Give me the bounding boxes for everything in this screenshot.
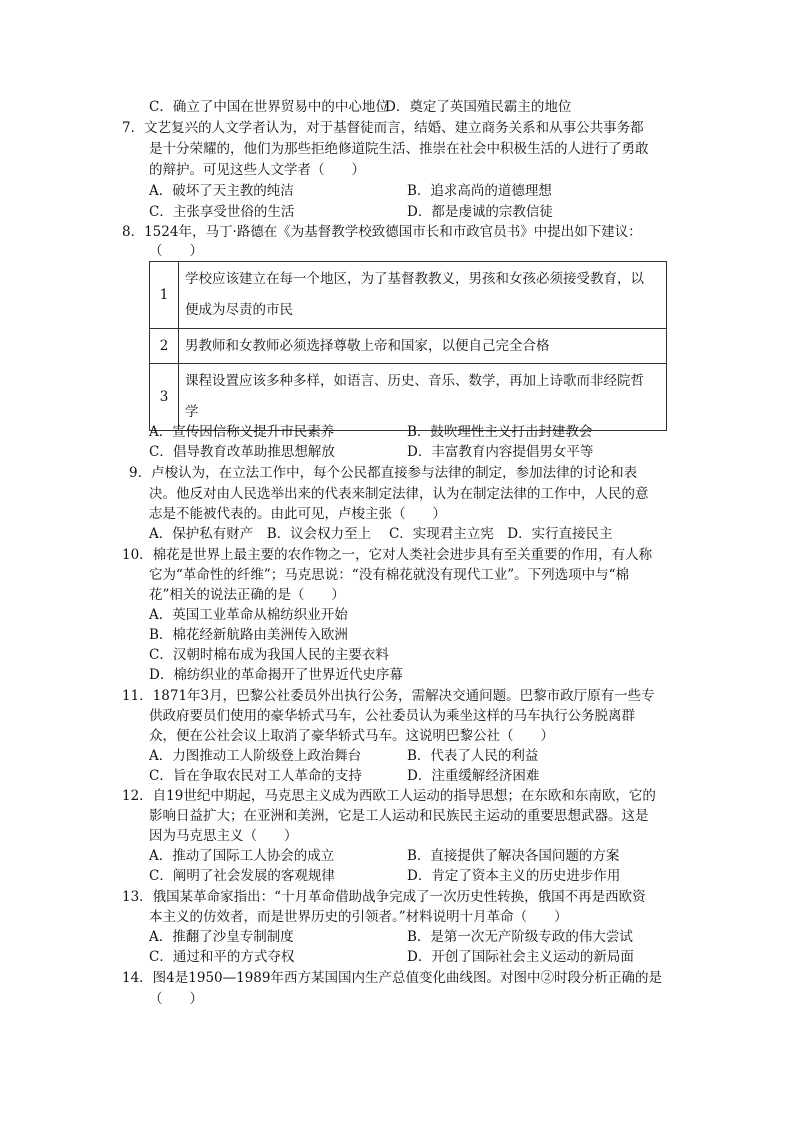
q8-option-c: C．倡导教育改革助推思想解放 xyxy=(149,444,335,460)
q8-row-3-line-1: 课程设置应该多种多样，如语言、历史、音乐、数学，再加上诗歌而非经院哲 xyxy=(185,373,644,389)
q10-stem-line-1: 10．棉花是世界上最主要的农作物之一，它对人类社会进步具有至关重要的作用，有人称 xyxy=(122,547,653,563)
q13-options-row-2 xyxy=(149,947,669,967)
q12-option-c: C．阐明了社会发展的客观规律 xyxy=(149,868,335,884)
q7-option-c: C．主张享受世俗的生活 xyxy=(149,204,295,220)
q11-stem-line-1: 11．1871年3月，巴黎公社委员外出执行公务，需解决交通问题。巴黎市政厅原有一些专 xyxy=(122,688,655,704)
q13-stem-line-1: 13．俄国某革命家指出：“十月革命借助战争完成了一次历史性转换，俄国不再是西欧资 xyxy=(122,889,646,905)
q11-options-row-1 xyxy=(149,746,669,766)
q7-option-b: B．追求高尚的道德理想 xyxy=(407,183,552,199)
q8-stem-line-2: （ ） xyxy=(149,243,203,259)
q8-options-row-1 xyxy=(149,422,669,442)
q8-row-2-number: 2 xyxy=(150,329,179,364)
q8-row-3-text xyxy=(179,364,667,431)
q6-option-c: C．确立了中国在世界贸易中的中心地位 xyxy=(149,99,389,115)
q8-table xyxy=(149,261,667,431)
q11-stem-line-2: 供政府要员们使用的豪华轿式马车，公社委员认为乘坐这样的马车执行公务脱离群 xyxy=(149,708,635,724)
q8-row-2-text xyxy=(179,329,667,364)
q11-option-a: A．力图推动工人阶级登上政治舞台 xyxy=(149,748,362,764)
q10-option-d: D．棉纺织业的革命揭开了世界近代史序幕 xyxy=(149,667,403,683)
q6-option-d: D．奠定了英国殖民霸主的地位 xyxy=(385,99,572,115)
q8-row-3-line-2: 学 xyxy=(185,404,199,420)
q7-option-d: D．都是虔诚的宗教信徒 xyxy=(407,204,553,220)
q8-table-row-2 xyxy=(150,329,667,364)
q13-option-d: D．开创了国际社会主义运动的新局面 xyxy=(407,949,634,965)
q10-option-c: C．汉朝时棉布成为我国人民的主要衣料 xyxy=(149,647,389,663)
q8-table-row-3 xyxy=(150,364,667,431)
q13-option-c: C．通过和平的方式夺权 xyxy=(149,949,295,965)
q12-option-d: D．肯定了资本主义的历史进步作用 xyxy=(407,868,621,884)
q11-option-c: C．旨在争取农民对工人革命的支持 xyxy=(149,768,362,784)
q13-option-b: B．是第一次无产阶级专政的伟大尝试 xyxy=(407,929,633,945)
q8-table-row-1 xyxy=(150,262,667,329)
q9-options: A．保护私有财产 B．议会权力至上 C．实现君主立宪 D．实行直接民主 xyxy=(149,526,613,542)
q8-option-b: B．鼓吹理性主义打击封建教会 xyxy=(407,424,593,440)
q8-row-3-number: 3 xyxy=(150,364,179,431)
q7-options-row-1 xyxy=(149,181,669,201)
q8-row-1-text xyxy=(179,262,667,329)
q7-stem-line-2: 是十分荣耀的，他们为那些拒绝修道院生活、推崇在社会中积极生活的人进行了勇敢 xyxy=(149,141,649,157)
q8-row-2-line-1: 男教师和女教师必须选择尊敬上帝和国家，以便自己完全合格 xyxy=(185,338,550,354)
q11-stem-line-3: 众，便在公社会议上取消了豪华轿式马车。这说明巴黎公社（ ） xyxy=(149,728,554,744)
q6-options-row xyxy=(149,97,669,117)
q13-option-a: A．推翻了沙皇专制制度 xyxy=(149,929,294,945)
q11-option-d: D．注重缓解经济困难 xyxy=(407,768,540,784)
q9-stem-line-2: 决。他反对由人民选举出来的代表来制定法律，认为在制定法律的工作中，人民的意 xyxy=(149,486,649,502)
q12-options-row-2 xyxy=(149,866,669,886)
q12-option-b: B．直接提供了解决各国问题的方案 xyxy=(407,848,620,864)
q7-stem-line-1: 7．文艺复兴的人文学者认为，对于基督徒而言，结婚、建立商务关系和从事公共事务都 xyxy=(122,120,644,136)
q7-options-row-2 xyxy=(149,202,669,222)
q13-options-row-1 xyxy=(149,927,669,947)
q12-stem-line-1: 12．自19世纪中期起，马克思主义成为西欧工人运动的指导思想；在东欧和东南欧，它的 xyxy=(122,788,656,804)
q12-stem-line-2: 影响日益扩大；在亚洲和美洲，它是工人运动和民族民主运动的重要思想武器。这是 xyxy=(149,808,649,824)
q14-stem-line-1: 14．图4是1950—1989年西方某国国内生产总值变化曲线图。对图中②时段分析正确的是 xyxy=(122,970,662,986)
q13-stem-line-2: 本主义的仿效者，而是世界历史的引领者。”材料说明十月革命（ ） xyxy=(149,909,568,925)
q11-option-b: B．代表了人民的利益 xyxy=(407,748,539,764)
q12-option-a: A．推动了国际工人协会的成立 xyxy=(149,848,335,864)
q8-row-1-number: 1 xyxy=(150,262,179,329)
q7-stem-line-3: 的辩护。可见这些人文学者（ ） xyxy=(149,162,365,178)
q10-stem-line-3: 花”相关的说法正确的是（ ） xyxy=(149,587,345,603)
q8-option-d: D．丰富教育内容提倡男女平等 xyxy=(407,444,594,460)
q8-stem-line-1: 8．1524年，马丁·路德在《为基督教学校致德国市长和市政官员书》中提出如下建议： xyxy=(122,224,642,240)
q12-stem-line-3: 因为马克思主义（ ） xyxy=(149,828,298,844)
q8-row-1-line-1: 学校应该建立在每一个地区，为了基督教教义，男孩和女孩必须接受教育，以 xyxy=(185,271,644,287)
q8-option-a: A．宣传因信称义提升市民素养 xyxy=(149,424,335,440)
q10-option-a: A．英国工业革命从棉纺织业开始 xyxy=(149,607,348,623)
q7-option-a: A．破坏了天主教的纯洁 xyxy=(149,183,294,199)
q14-stem-line-2: （ ） xyxy=(149,991,203,1007)
q8-row-1-line-2: 便成为尽责的市民 xyxy=(185,302,293,318)
q8-options-row-2 xyxy=(149,442,669,462)
q9-stem-line-1: 9．卢梭认为，在立法工作中，每个公民都直接参与法律的制定，参加法律的讨论和表 xyxy=(129,465,638,481)
q10-stem-line-2: 它为“革命性的纤维”；马克思说：“没有棉花就没有现代工业”。下列选项中与“棉 xyxy=(149,567,630,583)
q9-stem-line-3: 志是不能被代表的。由此可见，卢梭主张（ ） xyxy=(149,506,446,522)
q10-option-b: B．棉花经新航路由美洲传入欧洲 xyxy=(149,627,348,643)
q12-options-row-1 xyxy=(149,846,669,866)
q11-options-row-2 xyxy=(149,766,669,786)
